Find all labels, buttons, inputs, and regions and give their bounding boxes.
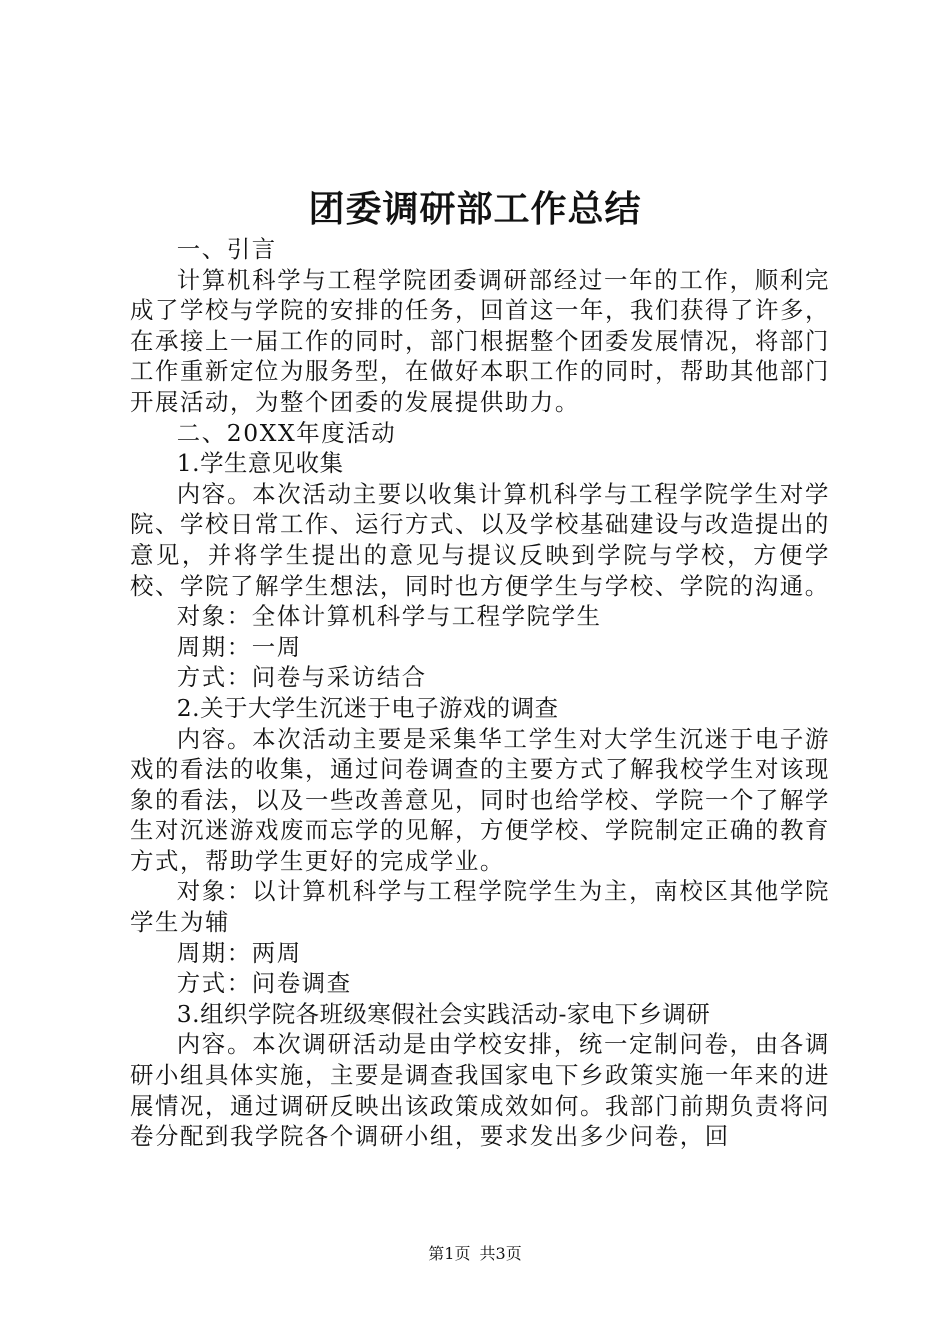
- activity-3-content: 内容。本次调研活动是由学校安排，统一定制问卷，由各调研小组具体实施，主要是调查我国家电下乡政策实施一年来的进展情况，通过调研反映出该政策成效如何。我部门前期负责将问卷分配到我学院各个调研小组，要求发出多少问卷，回: [130, 1030, 830, 1151]
- activity-2-heading: 2.关于大学生沉迷于电子游戏的调查: [176, 693, 559, 722]
- section-heading-intro: 一、引言: [176, 235, 277, 263]
- activity-2-target: 对象：以计算机科学与工程学院学生为主，南校区其他学院学生为辅: [130, 877, 830, 937]
- activity-1-method: 方式：问卷与采访结合: [176, 663, 427, 692]
- page-footer: [0, 1242, 950, 1266]
- page-total: 共3页: [479, 1244, 522, 1263]
- activity-1-content: 内容。本次活动主要以收集计算机科学与工程学院学生对学院、学校日常工作、运行方式、以及学校基础建设与改造提出的意见，并将学生提出的意见与提议反映到学院与学校，方便学校、学院了解学生想法，同时也方便学生与学校、学院的沟通。: [130, 479, 830, 600]
- section-heading-activities: 二、20XX年度活动: [176, 418, 397, 447]
- activity-1-heading: 1.学生意见收集: [176, 449, 344, 478]
- document-body: [130, 234, 830, 1152]
- activity-1-period: 周期：一周: [176, 632, 302, 661]
- page-number: 第1页: [428, 1244, 471, 1263]
- activity-2-content: 内容。本次活动主要是采集华工学生对大学生沉迷于电子游戏的看法的收集，通过问卷调查的主要方式了解我校学生对该现象的看法，以及一些改善意见，同时也给学校、学院一个了解学生对沉迷游戏废而忘学的见解，方便学校、学院制定正确的教育方式，帮助学生更好的完成学业。: [130, 724, 830, 875]
- activity-3-heading: 3.组织学院各班级寒假社会实践活动-家电下乡调研: [176, 999, 711, 1028]
- document-title: 团委调研部工作总结: [308, 188, 642, 230]
- activity-1-target: 对象：全体计算机科学与工程学院学生: [176, 602, 602, 631]
- activity-2-method: 方式：问卷调查: [176, 969, 352, 998]
- intro-paragraph: 计算机科学与工程学院团委调研部经过一年的工作，顺利完成了学校与学院的安排的任务，回首这一年，我们获得了许多，在承接上一届工作的同时，部门根据整个团委发展情况，将部门工作重新定位为服务型，在做好本职工作的同时，帮助其他部门开展活动，为整个团委的发展提供助力。: [130, 265, 830, 416]
- activity-2-period: 周期：两周: [176, 938, 302, 967]
